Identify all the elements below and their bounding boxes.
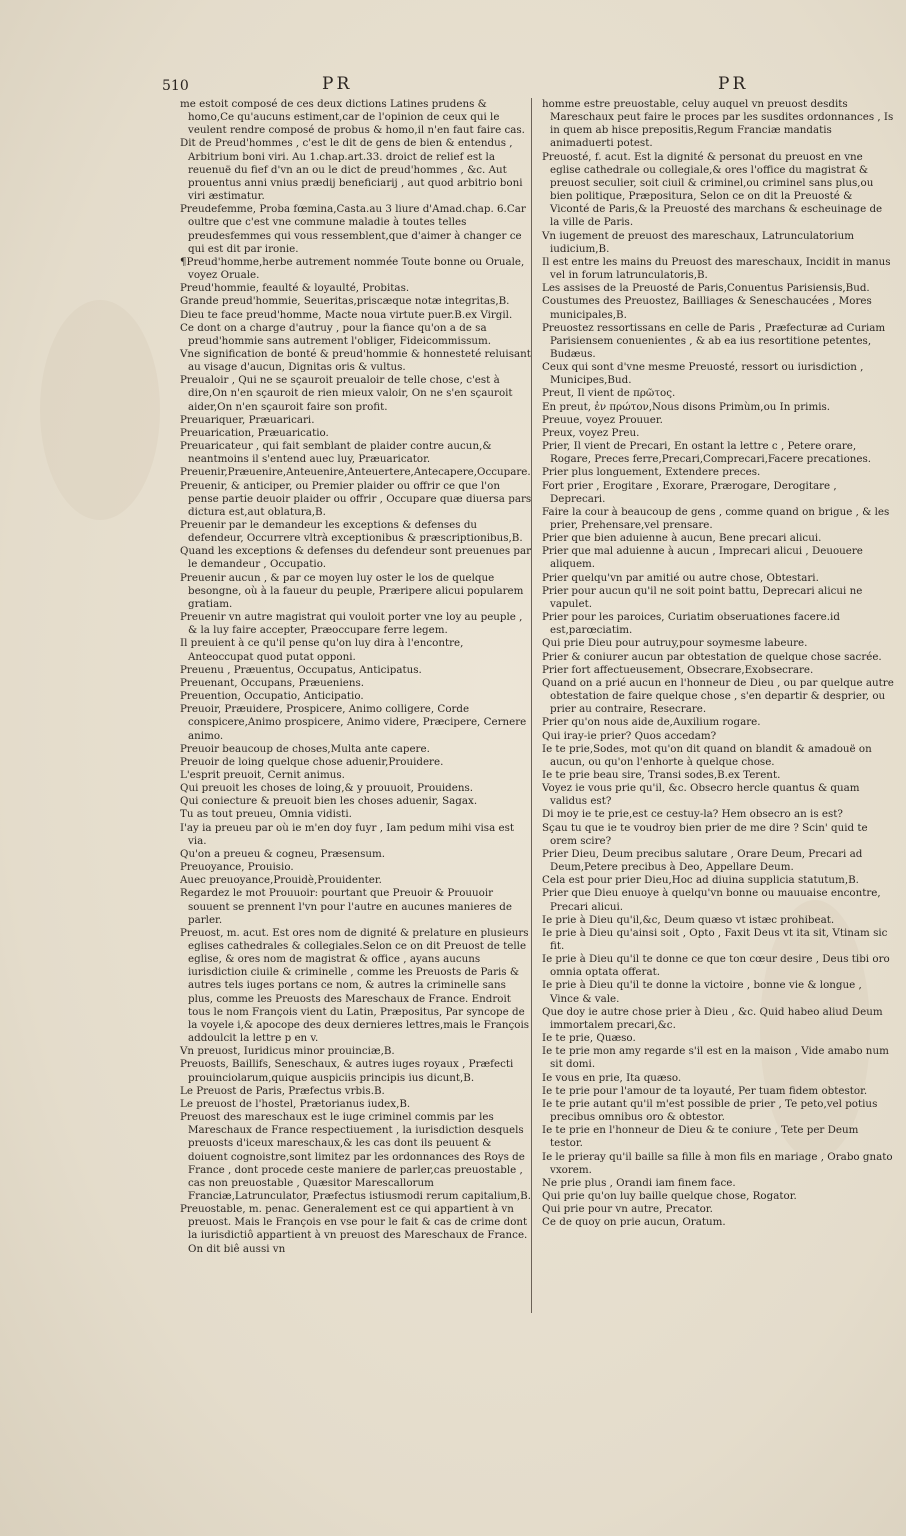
dictionary-entry: Ie vous en prie, Ita quæso.: [542, 1071, 682, 1084]
dictionary-entry: Grande preud'hommie, Seueritas,priscæque notæ integritas,B.: [180, 295, 510, 308]
dictionary-entry: Prier quelqu'vn par amitié ou autre chose, Obtestari.: [542, 571, 819, 584]
dictionary-entry: Qui prie pour vn autre, Precator.: [542, 1203, 713, 1216]
dictionary-entry: Ie prie à Dieu qu'il te donne la victoire , bonne vie & longue , Vince & vale.: [542, 979, 862, 1005]
dictionary-entry: Le preuost de l'hostel, Prætorianus iudex,B.: [180, 1097, 411, 1110]
dictionary-entry: Prier plus longuement, Extendere preces.: [542, 466, 761, 479]
running-head-right: PR: [718, 74, 749, 94]
dictionary-entry: Ce de quoy on prie aucun, Oratum.: [542, 1216, 726, 1229]
dictionary-entry: Ce dont on a charge d'autruy , pour la fiance qu'on a de sa preud'hommie sans autrement l'obliger, Fideicommissum.: [180, 321, 492, 347]
dictionary-entry: Preuention, Occupatio, Anticipatio.: [180, 690, 364, 703]
dictionary-entry: Preuost, m. acut. Est ores nom de dignité & prelature en plusieurs eglises cathedrales & collegiales.Selon ce on dit Preuost de telle eglise, & ores nom de magistrat & office , ayans aucuns iurisdiction ciuile & criminelle , comme les Preuosts de Paris & autres tels iuges portans ce nom, & autres la criminelle sans plus, comme les Preuosts des Mareschaux de France. Endroit tous le nom François vient du Latin, Præpositus, Par syncope de la voyele i,& apocope des deux dernieres lettres,mais le François addoulcit la lettre p en v.: [180, 926, 530, 1045]
dictionary-entry: Preudefemme, Proba fœmina,Casta.au 3 liure d'Amad.chap. 6.Car oultre que c'est vne commune maladie à toutes telles preudesfemmes qui vous ressemblent,que d'aimer à changer ce qui est dit par ironie.: [180, 203, 526, 255]
dictionary-entry: Qui iray-ie prier? Quos accedam?: [542, 729, 717, 742]
dictionary-entry: Quand les exceptions & defenses du defendeur sont preuenues par le demandeur , Occupatio.: [180, 545, 532, 571]
dictionary-entry: Preuaricateur , qui fait semblant de plaider contre aucun,& neantmoins il s'entend auec luy, Præuaricator.: [180, 440, 492, 466]
dictionary-entry: Ie prie à Dieu qu'il te donne ce que ton cœur desire , Deus tibi oro omnia optata offerat.: [542, 953, 890, 979]
dictionary-entry: Preuenir vn autre magistrat qui vouloit porter vne loy au peuple , & la luy faire accepter, Præoccupare ferre legem.: [180, 611, 523, 637]
dictionary-entry: Prier Dieu, Deum precibus salutare , Orare Deum, Precari ad Deum,Petere precibus à Deo, Appellare Deum.: [542, 847, 863, 874]
dictionary-entry: homme estre preuostable, celuy auquel vn preuost desdits Mareschaux peut faire le proces par les susdites ordonnances , Is in quem ab hisce prepositis,Regum Franciæ mandatis animaduerti potest.: [542, 98, 894, 150]
dictionary-entry: Ie le prieray qu'il baille sa fille à mon fils en mariage , Orabo gnato vxorem.: [542, 1150, 893, 1176]
dictionary-entry: Ie te prie,Sodes, mot qu'on dit quand on blandit & amadouë on aucun, ou qu'on l'enhorte à quelque chose.: [542, 742, 872, 768]
dictionary-entry: I'ay ia preueu par où ie m'en doy fuyr , Iam pedum mihi visa est via.: [180, 821, 515, 847]
dictionary-entry: Fort prier , Erogitare , Exorare, Prærogare, Derogitare , Deprecari.: [542, 479, 837, 505]
dictionary-entry: Ie te prie mon amy regarde s'il est en la maison , Vide amabo num sit domi.: [542, 1045, 889, 1071]
dictionary-entry: Ie te prie en l'honneur de Dieu & te coniure , Tete per Deum testor.: [542, 1124, 859, 1150]
dictionary-entry: Ne prie plus , Orandi iam finem face.: [542, 1176, 736, 1189]
dictionary-entry: Sçau tu que ie te voudroy bien prier de me dire ? Scin' quid te orem scire?: [542, 821, 868, 847]
dictionary-entry: ¶Preud'homme,herbe autrement nommée Toute bonne ou Oruale, voyez Oruale.: [180, 255, 525, 282]
dictionary-entry: Preuoir beaucoup de choses,Multa ante capere.: [180, 742, 430, 755]
dictionary-entry: Qui preuoit les choses de loing,& y prouuoit, Prouidens.: [180, 782, 474, 795]
dictionary-entry: Tu as tout preueu, Omnia vidisti.: [180, 808, 352, 821]
dictionary-entry: Preuost des mareschaux est le iuge criminel commis par les Mareschaux de France respectiuement , la iurisdiction desquels preuosts d'iceux mareschaux,& les cas dont ils peuuent & doiuent cognoistre,sont limitez par les ordonnances des Roys de France , dont procede ceste maniere de parler,cas preuostable , cas non preuostable , Quæsitor Marescallorum Franciæ,Latrunculator, Præfectus istiusmodi rerum capitalium,B.: [180, 1111, 531, 1202]
dictionary-entry: Preualoir , Qui ne se sçauroit preualoir de telle chose, c'est à dire,On n'en sçauroit de rien mieux valoir, On ne s'en sçauroit aider,On n'en sçauroit faire son profit.: [180, 374, 513, 413]
dictionary-entry: Les assises de la Preuosté de Paris,Conuentus Parisiensis,Bud.: [542, 282, 870, 295]
dictionary-entry: Qu'on a preueu & cogneu, Præsensum.: [180, 847, 386, 860]
dictionary-entry: Preuenant, Occupans, Præueniens.: [180, 676, 365, 689]
dictionary-entry: Vne signification de bonté & preud'hommie & honnesteté reluisant au visage d'aucun, Dignitas oris & vultus.: [180, 347, 531, 374]
dictionary-entry: Vn preuost, Iuridicus minor prouinciæ,B.: [180, 1045, 395, 1058]
dictionary-entry: Prier fort affectueusement, Obsecrare,Exobsecrare.: [542, 663, 814, 676]
dictionary-entry: Voyez ie vous prie qu'il, &c. Obsecro hercle quantus & quam validus est?: [542, 782, 860, 808]
dictionary-entry: Que doy ie autre chose prier à Dieu , &c. Quid habeo aliud Deum immortalem precari,&c.: [542, 1005, 883, 1031]
dictionary-entry: Ceux qui sont d'vne mesme Preuosté, ressort ou iurisdiction , Municipes,Bud.: [542, 361, 864, 387]
dictionary-entry: Di moy ie te prie,est ce cestuy-la? Hem obsecro an is est?: [542, 808, 843, 821]
dictionary-entry: Preuosts, Baillifs, Seneschaux, & autres iuges royaux , Præfecti prouinciolarum,quique auspiciis principis ius dicunt,B.: [180, 1058, 514, 1084]
dictionary-entry: Preuenu , Præuentus, Occupatus, Anticipatus.: [180, 663, 422, 676]
dictionary-entry: Preuariquer, Præuaricari.: [180, 413, 315, 426]
dictionary-entry: Preuarication, Præuaricatio.: [180, 426, 329, 439]
column-divider: [531, 98, 532, 1313]
dictionary-entry: Qui prie qu'on luy baille quelque chose, Rogator.: [542, 1189, 797, 1202]
dictionary-entry: Ie te prie beau sire, Transi sodes,B.ex Terent.: [542, 768, 781, 781]
dictionary-entry: Dit de Preud'hommes , c'est le dit de gens de bien & entendus , Arbitrium boni viri. Au 1.chap.art.33. droict de relief est la reuenuë du fief d'vn an ou le dict de preud'hommes , &c. Aut prouentus anni vnius prædij beneficiarij , aut quod arbitrio boni viri æstimatur.: [180, 137, 523, 203]
dictionary-entry: Preux, voyez Preu.: [542, 426, 640, 439]
dictionary-entry: Prier que bien aduienne à aucun, Bene precari alicui.: [542, 532, 822, 545]
dictionary-entry: Cela est pour prier Dieu,Hoc ad diuina supplicia statutum,B.: [542, 874, 859, 887]
dictionary-entry: Preuenir par le demandeur les exceptions & defenses du defendeur, Occurrere vltrà exceptionibus & præscriptionibus,B.: [180, 519, 523, 545]
dictionary-entry: Preuenir, & anticiper, ou Premier plaider ou offrir ce que l'on pense partie deuoir plaider ou offrir , Occupare quæ diuersa pars dictura est,aut oblatura,B.: [180, 479, 532, 518]
page-number: 510: [162, 78, 189, 94]
running-head-left: PR: [322, 74, 353, 94]
dictionary-entry: Prier, Il vient de Precari, En ostant la lettre c , Petere orare, Rogare, Preces ferre,Precari,Comprecari,Facere precationes.: [542, 440, 872, 466]
dictionary-entry: Preuostable, m. penac. Generalement est ce qui appartient à vn preuost. Mais le François en vse pour le fait & cas de crime dont la iurisdictiô appartient à vn preuost des Mareschaux de France. On dit biê aussi vn: [180, 1203, 528, 1255]
dictionary-entry: Preuoir, Præuidere, Prospicere, Animo colligere, Corde conspicere,Animo prospicere, Animo videre, Præcipere, Cernere animo.: [180, 703, 527, 742]
dictionary-entry: Prier que Dieu enuoye à quelqu'vn bonne ou mauuaise encontre, Precari alicui.: [542, 887, 881, 913]
dictionary-entry: Auec preuoyance,Prouidè,Prouidenter.: [180, 874, 382, 887]
dictionary-entry: Ie te prie pour l'amour de ta loyauté, Per tuam fidem obtestor.: [542, 1084, 868, 1097]
dictionary-entry: Il preuient à ce qu'il pense qu'on luy dira à l'encontre, Anteoccupat quod putat opponi.: [180, 637, 464, 663]
dictionary-entry: Ie prie à Dieu qu'il,&c, Deum quæso vt istæc prohibeat.: [542, 913, 835, 926]
dictionary-entry: Prier qu'on nous aide de,Auxilium rogare.: [542, 716, 761, 729]
dictionary-entry: Preud'hommie, feaulté & loyaulté, Probitas.: [180, 282, 410, 295]
dictionary-entry: Faire la cour à beaucoup de gens , comme quand on brigue , & les prier, Prehensare,vel prensare.: [542, 505, 890, 531]
dictionary-entry: Preuosté, f. acut. Est la dignité & personat du preuost en vne eglise cathedrale ou collegiale,& ores l'office du magistrat & preuost seculier, soit ciuil & criminel,ou criminel sans plus,ou bien politique, Præpositura, Selon ce on dit la Preuosté & Viconté de Paris,& la Preuosté des marchans & escheuinage de la ville de Paris.: [542, 150, 883, 229]
dictionary-entry: Prier pour les paroices, Curiatim obseruationes facere.id est,parœciatim.: [542, 611, 840, 637]
dictionary-entry: Prier que mal aduienne à aucun , Imprecari alicui , Deuouere aliquem.: [542, 545, 863, 571]
dictionary-entry: Preuue, voyez Prouuer.: [542, 413, 663, 426]
dictionary-entry: En preut, ἐν πρώτον,Nous disons Primùm,ou In primis.: [542, 400, 831, 413]
dictionary-entry: Prier & coniurer aucun par obtestation de quelque chose sacrée.: [542, 650, 882, 663]
dictionary-entry: Preuenir aucun , & par ce moyen luy oster le los de quelque besongne, où à la faueur du peuple, Præripere alicui popularem gratiam.: [180, 571, 524, 610]
dictionary-entry: Vn iugement de preuost des mareschaux, Latrunculatorium iudicium,B.: [542, 229, 854, 255]
dictionary-entry: Regardez le mot Prouuoir: pourtant que Preuoir & Prouuoir souuent se prennent l'vn pour l'autre en aucunes manieres de parler.: [180, 887, 512, 926]
dictionary-entry: Dieu te face preud'homme, Macte noua virtute puer.B.ex Virgil.: [180, 308, 513, 321]
dictionary-entry: Coustumes des Preuostez, Bailliages & Seneschaucées , Mores municipales,B.: [542, 295, 872, 321]
dictionary-entry: Quand on a prié aucun en l'honneur de Dieu , ou par quelque autre obtestation de faire quelque chose , s'en departir & desprier, ou prier au contraire, Resecrare.: [542, 676, 894, 716]
dictionary-entry: Preuenir,Præuenire,Anteuenire,Anteuertere,Antecapere,Occupare.: [180, 466, 531, 479]
dictionary-entry: Qui coniecture & preuoit bien les choses aduenir, Sagax.: [180, 795, 478, 808]
dictionary-entry: Preuostez ressortissans en celle de Paris , Præfecturæ ad Curiam Parisiensem conuenientes , & ab ea ius resortitione petentes, Budæus.: [542, 321, 886, 360]
paper-stain: [40, 300, 160, 520]
dictionary-entry: Le Preuost de Paris, Præfectus vrbis.B.: [180, 1084, 385, 1097]
dictionary-entry: Preuoyance, Prouisio.: [180, 861, 294, 874]
page-header: [0, 74, 906, 98]
dictionary-entry: Ie prie à Dieu qu'ainsi soit , Opto , Faxit Deus vt ita sit, Vtinam sic fit.: [542, 926, 888, 952]
dictionary-entry: Ie te prie autant qu'il m'est possible de prier , Te peto,vel potius precibus omnibus oro & obtestor.: [542, 1097, 878, 1124]
dictionary-entry: Preut, Il vient de πρῶτος.: [542, 387, 676, 400]
dictionary-entry: me estoit composé de ces deux dictions Latines prudens & homo,Ce qu'aucuns estiment,car de l'opinion de ceux qui le veulent rendre composé de probus & homo,il n'en faut faire cas.: [180, 98, 525, 137]
left-column: [180, 98, 532, 1256]
dictionary-entry: Qui prie Dieu pour autruy,pour soymesme labeure.: [542, 637, 808, 650]
dictionary-entry: Prier pour aucun qu'il ne soit point battu, Deprecari alicui ne vapulet.: [542, 584, 863, 610]
right-column: [542, 98, 894, 1229]
dictionary-entry: Il est entre les mains du Preuost des mareschaux, Incidit in manus vel in forum latrunculatoris,B.: [542, 255, 891, 282]
dictionary-entry: L'esprit preuoit, Cernit animus.: [180, 768, 345, 781]
dictionary-entry: Preuoir de loing quelque chose aduenir,Prouidere.: [180, 755, 444, 768]
dictionary-entry: Ie te prie, Quæso.: [542, 1032, 636, 1045]
